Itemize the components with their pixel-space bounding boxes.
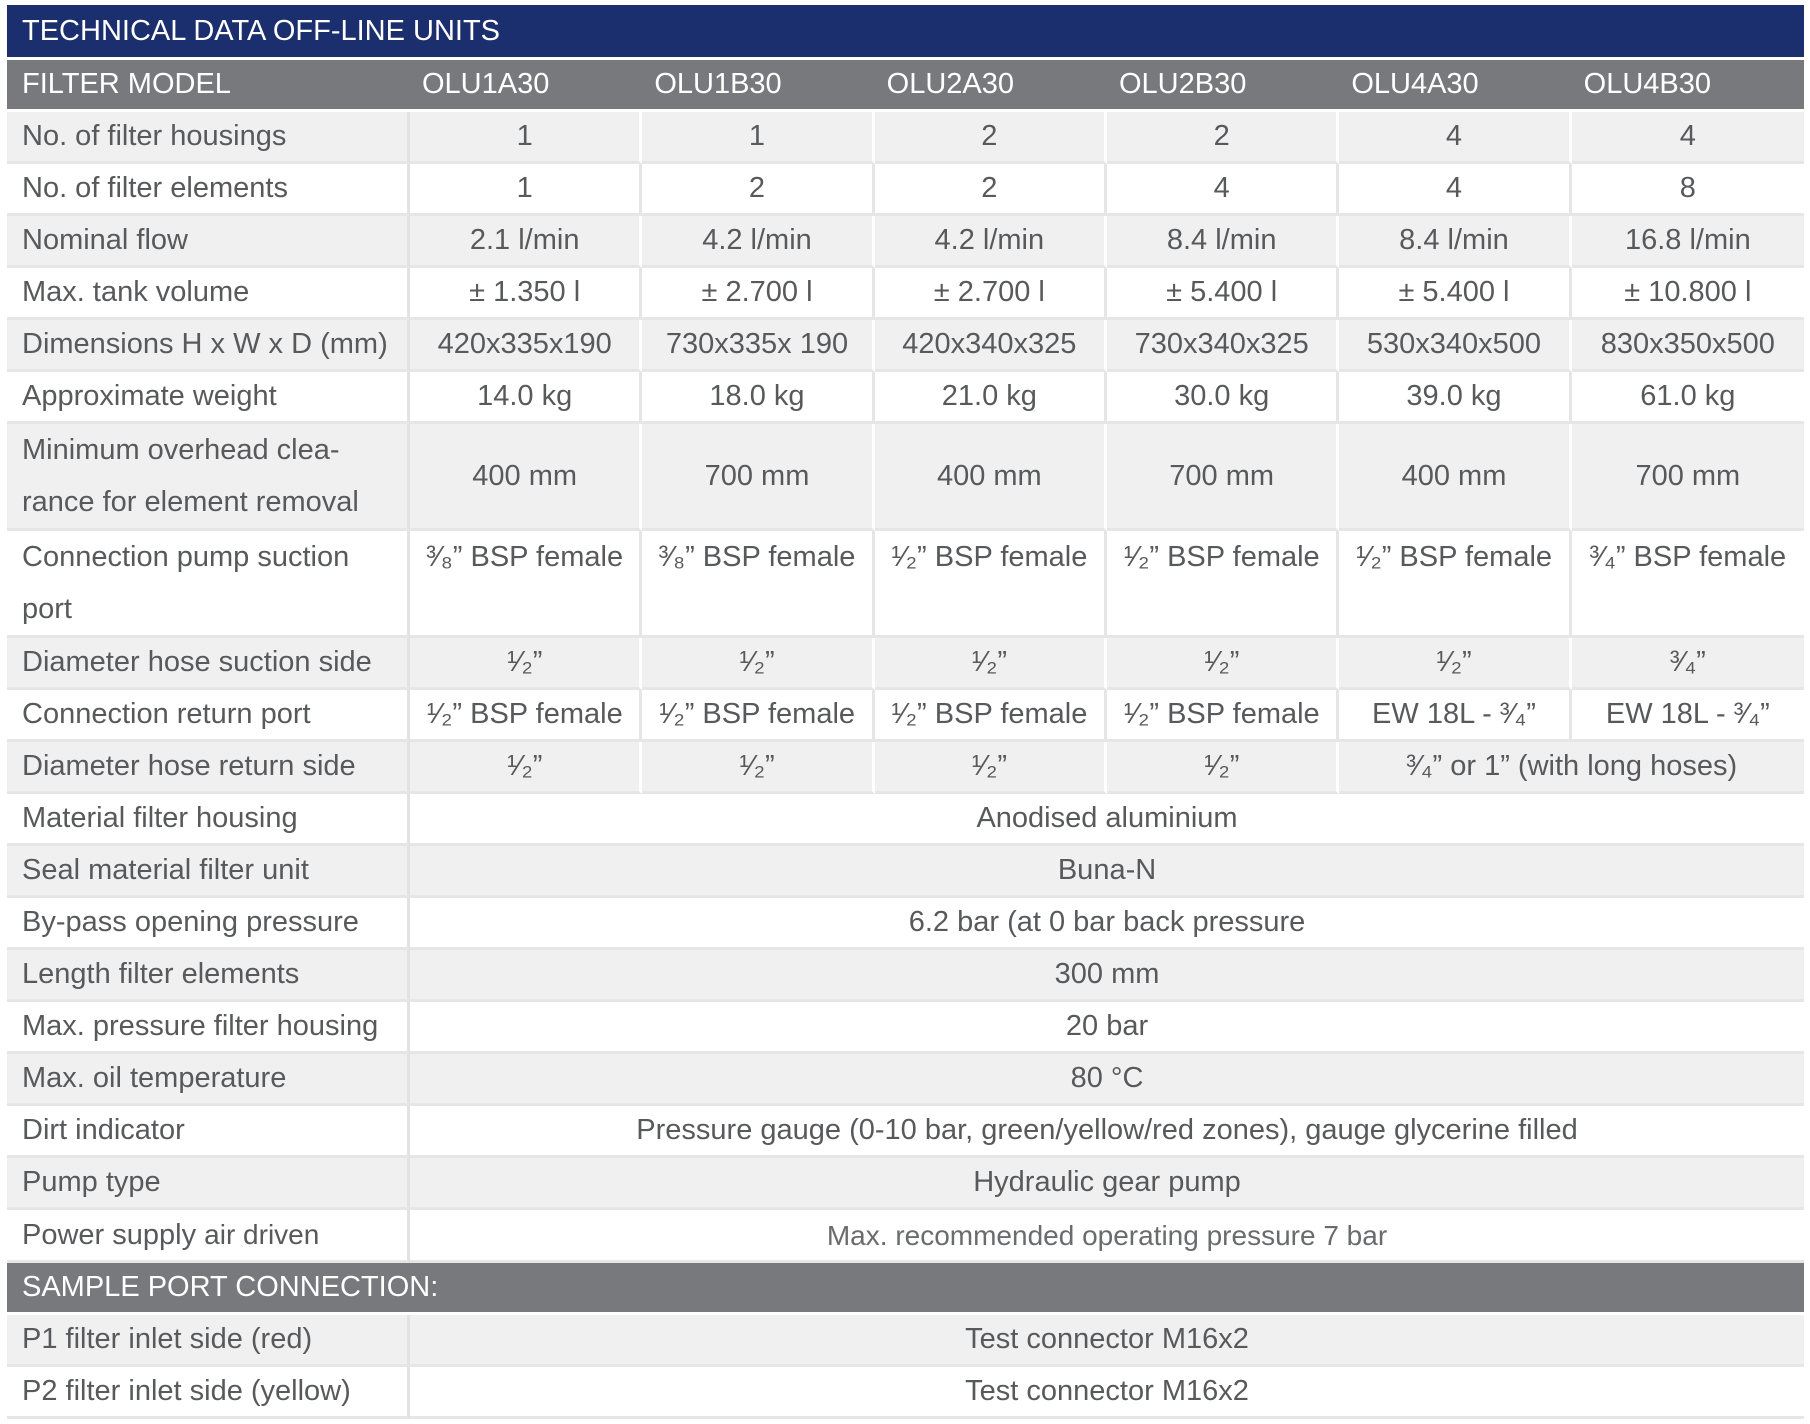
cell-value: 730x335x 190 — [642, 320, 874, 372]
cell-value: ¹⁄₂” BSP female — [1339, 531, 1571, 638]
cell-value: EW 18L - ³⁄₄” — [1339, 690, 1571, 742]
table-row — [7, 372, 1804, 424]
row-label: By-pass opening pressure — [7, 898, 410, 950]
table-row — [7, 742, 1804, 794]
cell-value: ¹⁄₂” — [410, 638, 642, 690]
table-title-row — [7, 5, 1804, 60]
cell-value: 8 — [1572, 164, 1804, 216]
row-label: Pump type — [7, 1158, 410, 1210]
table-row — [7, 216, 1804, 268]
cell-value: ¹⁄₂” BSP female — [875, 690, 1107, 742]
table-row — [7, 1315, 1804, 1367]
row-label: Material filter housing — [7, 794, 410, 846]
model-header: OLU2B30 — [1107, 60, 1339, 112]
table-row — [7, 1210, 1804, 1263]
cell-value: ¹⁄₂” BSP female — [1107, 690, 1339, 742]
table-row — [7, 1367, 1804, 1419]
row-label-line: rance for element removal — [22, 486, 359, 518]
cell-value: ¹⁄₂” — [875, 742, 1107, 794]
spanned-value: 80 °C — [410, 1054, 1804, 1106]
table-row — [7, 1002, 1804, 1054]
model-header: OLU1A30 — [410, 60, 642, 112]
row-label-line: Minimum overhead clea- — [22, 434, 340, 466]
spanned-value: Pressure gauge (0-10 bar, green/yellow/red zones), gauge glycerine filled — [410, 1106, 1804, 1158]
table-row — [7, 950, 1804, 1002]
cell-value: 1 — [642, 112, 874, 164]
table-row — [7, 794, 1804, 846]
merged-cell-value: ³⁄₄” or 1” (with long hoses) — [1339, 742, 1804, 794]
spanned-value: Test connector M16x2 — [410, 1367, 1804, 1419]
cell-value: 2 — [875, 164, 1107, 216]
cell-value: 1 — [410, 164, 642, 216]
spanned-value: Buna-N — [410, 846, 1804, 898]
cell-value: 700 mm — [1107, 424, 1339, 531]
section-header-row — [7, 1263, 1804, 1315]
cell-value: 420x340x325 — [875, 320, 1107, 372]
cell-value: 18.0 kg — [642, 372, 874, 424]
row-label: Seal material filter unit — [7, 846, 410, 898]
model-header: OLU1B30 — [642, 60, 874, 112]
row-label — [7, 424, 410, 531]
technical-data-sheet — [7, 5, 1804, 1419]
cell-value: 400 mm — [410, 424, 642, 531]
cell-value: 830x350x500 — [1572, 320, 1804, 372]
row-label: Nominal flow — [7, 216, 410, 268]
power-supply-label: Power supply — [22, 1219, 197, 1251]
cell-value: ¹⁄₂” — [1107, 742, 1339, 794]
model-header: OLU4A30 — [1339, 60, 1571, 112]
cell-value: ± 5.400 l — [1107, 268, 1339, 320]
cell-value: 2 — [875, 112, 1107, 164]
cell-value: 4 — [1107, 164, 1339, 216]
cell-value: ³⁄₄” — [1572, 638, 1804, 690]
cell-value: 4 — [1339, 164, 1571, 216]
cell-value: 2 — [642, 164, 874, 216]
cell-value: 700 mm — [642, 424, 874, 531]
cell-value: 420x335x190 — [410, 320, 642, 372]
row-label: Diameter hose return side — [7, 742, 410, 794]
table-title: TECHNICAL DATA OFF-LINE UNITS — [7, 5, 1804, 60]
cell-value: EW 18L - ³⁄₄” — [1572, 690, 1804, 742]
cell-value: ¹⁄₂” — [875, 638, 1107, 690]
cell-value: 14.0 kg — [410, 372, 642, 424]
table-row — [7, 846, 1804, 898]
cell-value: 16.8 l/min — [1572, 216, 1804, 268]
cell-value: ¹⁄₂” BSP female — [410, 690, 642, 742]
power-supply-sublabel: air driven — [204, 1219, 320, 1250]
cell-value: 530x340x500 — [1339, 320, 1571, 372]
table-row — [7, 690, 1804, 742]
row-label: P1 filter inlet side (red) — [7, 1315, 410, 1367]
cell-value: ³⁄₈” BSP female — [410, 531, 642, 638]
table-row — [7, 898, 1804, 950]
row-label: No. of filter elements — [7, 164, 410, 216]
cell-value: ± 5.400 l — [1339, 268, 1571, 320]
cell-value: ¹⁄₂” BSP female — [1107, 531, 1339, 638]
row-label: Max. tank volume — [7, 268, 410, 320]
row-label: Dimensions H x W x D (mm) — [7, 320, 410, 372]
spanned-value: Hydraulic gear pump — [410, 1158, 1804, 1210]
cell-value: 8.4 l/min — [1107, 216, 1339, 268]
row-label: Connection return port — [7, 690, 410, 742]
cell-value: ¹⁄₂” — [642, 742, 874, 794]
row-label-line: port — [22, 593, 72, 625]
table-row — [7, 638, 1804, 690]
row-label: Max. oil temperature — [7, 1054, 410, 1106]
table-row — [7, 1106, 1804, 1158]
cell-value: 2.1 l/min — [410, 216, 642, 268]
row-label: Approximate weight — [7, 372, 410, 424]
table-row — [7, 424, 1804, 531]
cell-value: 4.2 l/min — [875, 216, 1107, 268]
table-row — [7, 164, 1804, 216]
cell-value: 730x340x325 — [1107, 320, 1339, 372]
cell-value: ± 2.700 l — [875, 268, 1107, 320]
cell-value: 400 mm — [875, 424, 1107, 531]
cell-value: ³⁄₄” BSP female — [1572, 531, 1804, 638]
cell-value: 4 — [1339, 112, 1571, 164]
row-label: Max. pressure filter housing — [7, 1002, 410, 1054]
cell-value: ± 1.350 l — [410, 268, 642, 320]
spanned-value: Test connector M16x2 — [410, 1315, 1804, 1367]
model-header: OLU2A30 — [875, 60, 1107, 112]
cell-value: ³⁄₈” BSP female — [642, 531, 874, 638]
cell-value: 39.0 kg — [1339, 372, 1571, 424]
spanned-value: Anodised aluminium — [410, 794, 1804, 846]
technical-data-table — [7, 5, 1804, 1419]
cell-value: ± 10.800 l — [1572, 268, 1804, 320]
spanned-value: 20 bar — [410, 1002, 1804, 1054]
cell-value: ± 2.700 l — [642, 268, 874, 320]
spanned-value: Max. recommended operating pressure 7 bar — [410, 1210, 1804, 1263]
table-row — [7, 1054, 1804, 1106]
cell-value: 4 — [1572, 112, 1804, 164]
model-header-row — [7, 60, 1804, 112]
cell-value: 21.0 kg — [875, 372, 1107, 424]
cell-value: 400 mm — [1339, 424, 1571, 531]
model-header: OLU4B30 — [1572, 60, 1804, 112]
cell-value: ¹⁄₂” — [1339, 638, 1571, 690]
table-row — [7, 112, 1804, 164]
row-label: Length filter elements — [7, 950, 410, 1002]
section-title: SAMPLE PORT CONNECTION: — [7, 1263, 1804, 1315]
spanned-value: 300 mm — [410, 950, 1804, 1002]
row-label-line: Connection pump suction — [22, 541, 350, 573]
row-label: Diameter hose suction side — [7, 638, 410, 690]
cell-value: ¹⁄₂” — [1107, 638, 1339, 690]
row-label: No. of filter housings — [7, 112, 410, 164]
table-row — [7, 268, 1804, 320]
cell-value: ¹⁄₂” BSP female — [642, 690, 874, 742]
spanned-value: 6.2 bar (at 0 bar back pressure — [410, 898, 1804, 950]
row-label — [7, 531, 410, 638]
table-row — [7, 531, 1804, 638]
cell-value: 61.0 kg — [1572, 372, 1804, 424]
table-row — [7, 320, 1804, 372]
cell-value: 1 — [410, 112, 642, 164]
table-row — [7, 1158, 1804, 1210]
cell-value: ¹⁄₂” BSP female — [875, 531, 1107, 638]
cell-value: 4.2 l/min — [642, 216, 874, 268]
cell-value: 8.4 l/min — [1339, 216, 1571, 268]
row-label: P2 filter inlet side (yellow) — [7, 1367, 410, 1419]
cell-value: ¹⁄₂” — [410, 742, 642, 794]
row-label: Dirt indicator — [7, 1106, 410, 1158]
cell-value: ¹⁄₂” — [642, 638, 874, 690]
cell-value: 2 — [1107, 112, 1339, 164]
row-label — [7, 1210, 410, 1263]
cell-value: 30.0 kg — [1107, 372, 1339, 424]
filter-model-label: FILTER MODEL — [7, 60, 410, 112]
cell-value: 700 mm — [1572, 424, 1804, 531]
